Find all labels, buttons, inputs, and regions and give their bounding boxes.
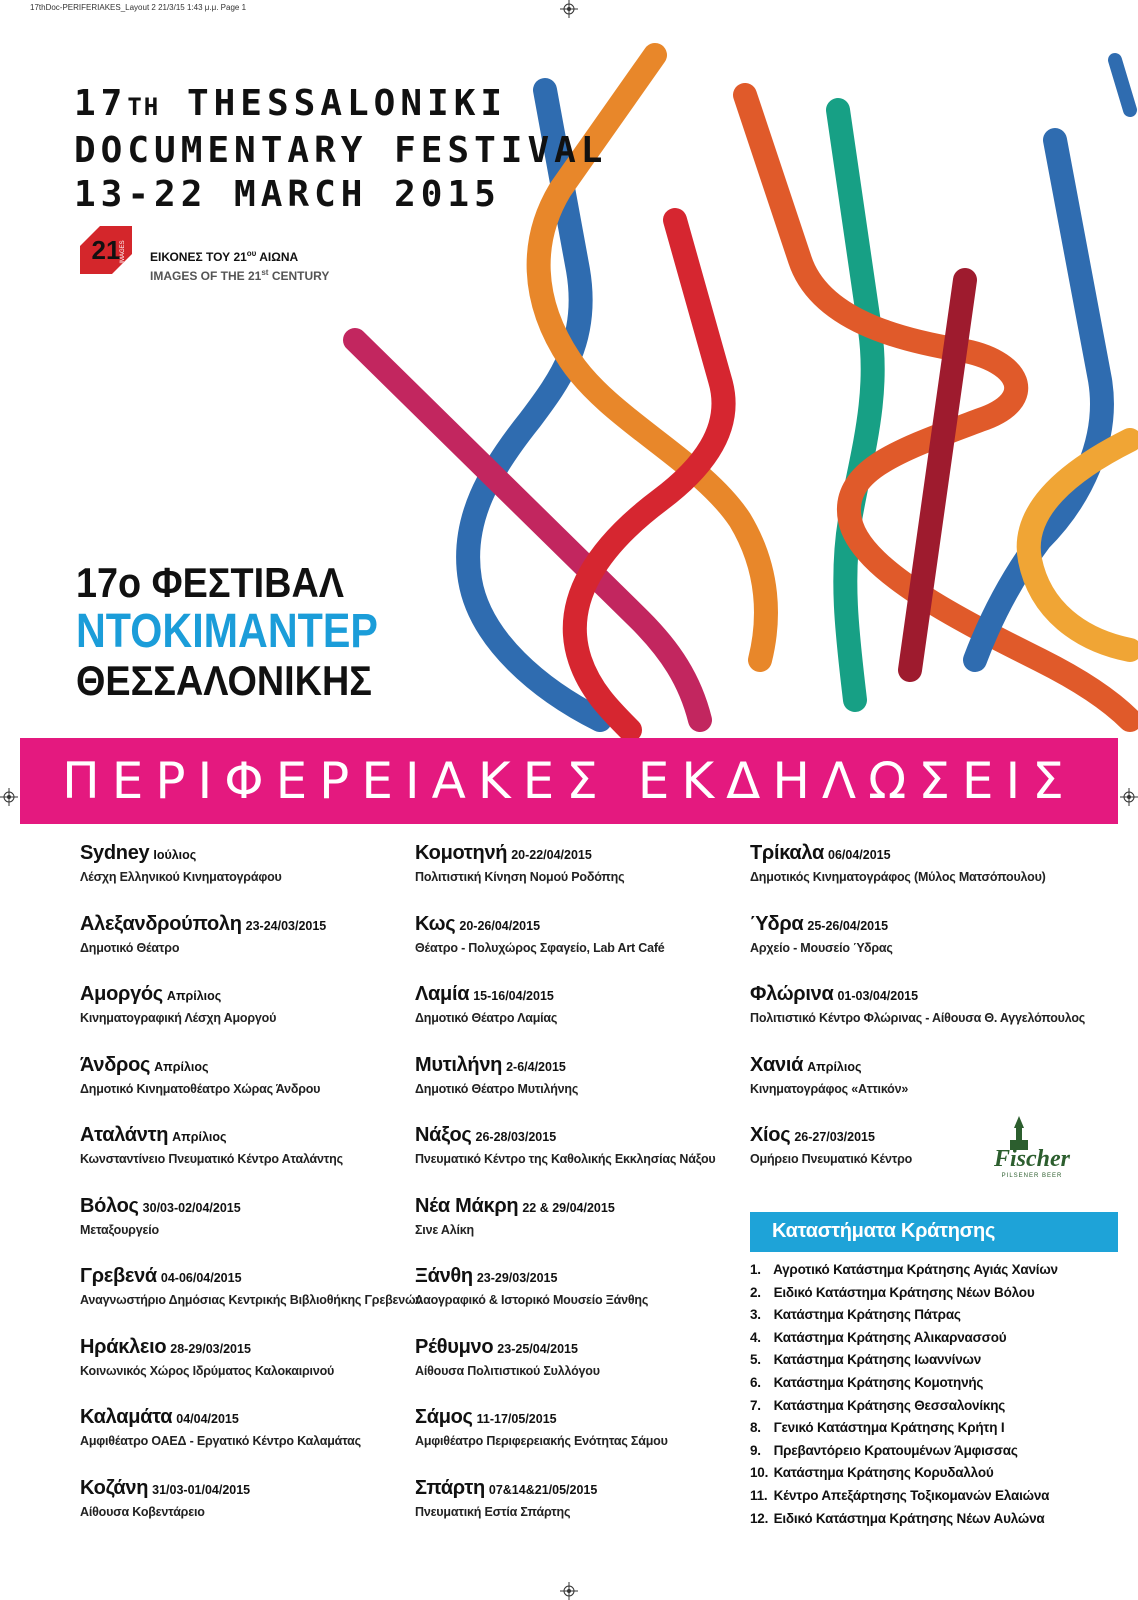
title-gr-line1: 17ο ΦΕΣΤΙΒΑΛ: [76, 559, 344, 606]
event-city: Ξάνθη: [415, 1265, 473, 1287]
event-venue: Αναγνωστήριο Δημόσιας Κεντρικής Βιβλιοθήκης Γρεβενών: [80, 1293, 423, 1307]
list-item-number: 1.: [750, 1262, 761, 1277]
event-date: 25-26/04/2015: [807, 918, 889, 933]
event-city: Γρεβενά: [80, 1265, 157, 1287]
list-item-number: 12.: [750, 1510, 769, 1526]
list-item: [750, 1285, 1058, 1308]
event-item: [415, 1195, 745, 1266]
event-item: [415, 1477, 745, 1548]
event-venue: Σινε Αλίκη: [415, 1222, 474, 1237]
event-venue: Μεταξουργείο: [80, 1222, 159, 1237]
event-city: Ηράκλειο: [80, 1335, 167, 1358]
event-venue: Πολιτιστικό Κέντρο Φλώρινας - Αίθουσα Θ. Αγγελόπουλος: [750, 1011, 1086, 1025]
event-city: Βόλος: [80, 1194, 139, 1217]
list-item-name: Πρεβαντόρειο Κρατουμένων Άμφισσας: [773, 1442, 1018, 1458]
event-venue: Πνευματικό Κέντρο της Καθολικής Εκκλησίας Νάξου: [415, 1152, 716, 1166]
list-item-number: 8.: [750, 1420, 761, 1436]
event-city: Αταλάντη: [80, 1124, 169, 1146]
regional-events-banner: [20, 738, 1118, 824]
event-city: Άνδρος: [80, 1053, 151, 1076]
event-date: 23-29/03/2015: [476, 1271, 558, 1285]
event-venue: Αμφιθέατρο Περιφερειακής Ενότητας Σάμου: [415, 1434, 668, 1448]
sponsor-name: Fischer: [993, 1146, 1071, 1172]
event-item: [415, 1054, 745, 1125]
event-date: 26-28/03/2015: [475, 1130, 557, 1144]
list-item-name: Κατάστημα Κράτησης Ιωαννίνων: [773, 1352, 982, 1368]
event-date: 04/04/2015: [176, 1412, 239, 1426]
list-item: [750, 1420, 1058, 1443]
registration-mark-bottom: [560, 1582, 578, 1600]
event-city: Σάμος: [415, 1406, 473, 1428]
event-item: [415, 983, 745, 1054]
event-item: [415, 1406, 745, 1477]
title-en-city: THESSALONIKI: [186, 83, 508, 124]
event-item: [80, 913, 410, 984]
event-date: 28-29/03/2015: [170, 1341, 251, 1356]
event-item: [80, 842, 410, 913]
logo-text-greek: ΕΙΚΟΝΕΣ ΤΟΥ $21^{o\upsilon}$ ΑΙΩΝΑ: [150, 249, 299, 264]
event-venue: Ομήρειο Πνευματικό Κέντρο: [750, 1152, 913, 1166]
title-en-line1: [74, 82, 607, 129]
print-slug: 17thDoc-PERIFERIAKES_Layout 2 21/3/15 1:43 μ.μ. Page 1: [30, 3, 247, 12]
event-item: [750, 983, 1086, 1054]
event-date: 23-25/04/2015: [497, 1341, 578, 1356]
event-date: Απρίλιος: [154, 1059, 209, 1074]
event-item: [415, 1265, 745, 1336]
event-date: 15-16/04/2015: [473, 989, 554, 1003]
list-item-name: Γενικό Κατάστημα Κράτησης Κρήτη Ι: [773, 1420, 1005, 1436]
event-item: [415, 1124, 745, 1195]
list-item-number: 5.: [750, 1352, 761, 1368]
banner-title: ΠΕΡΙΦΕΡΕΙΑΚΕΣ ΕΚΔΗΛΩΣΕΙΣ: [62, 752, 1076, 810]
list-item-number: 11.: [750, 1487, 768, 1503]
fischer-sponsor-logo: [990, 1116, 1072, 1180]
event-city: Κοζάνη: [80, 1476, 149, 1499]
event-item: [750, 913, 1080, 984]
event-city: Χανιά: [750, 1053, 804, 1076]
event-item: [415, 913, 745, 984]
detention-facilities-list: [750, 1262, 1058, 1533]
event-date: 22 & 29/04/2015: [522, 1200, 615, 1215]
list-item-name: Κατάστημα Κράτησης Πάτρας: [773, 1307, 961, 1323]
festival-title-english: [74, 82, 607, 217]
list-item-name: Κέντρο Απεξάρτησης Τοξικομανών Ελαιώνα: [773, 1487, 1050, 1503]
event-venue: Λαογραφικό & Ιστορικό Μουσείο Ξάνθης: [415, 1293, 649, 1307]
list-item-number: 9.: [750, 1442, 761, 1458]
event-date: 07&14&21/05/2015: [488, 1482, 598, 1497]
festival-title-greek: [76, 560, 427, 704]
event-item: [80, 983, 410, 1054]
event-item: [80, 1336, 410, 1407]
title-gr-line3: ΘΕΣΣΑΛΟΝΙΚΗΣ: [76, 657, 372, 704]
event-venue: Αίθουσα Κοβεντάρειο: [80, 1504, 205, 1519]
title-en-dates: 13-22 MARCH 2015: [74, 174, 501, 215]
list-item-number: 2.: [750, 1284, 761, 1300]
list-item: [750, 1443, 1058, 1466]
event-date: 30/03-02/04/2015: [142, 1200, 241, 1215]
event-city: Ρέθυμνο: [415, 1335, 494, 1358]
event-date: 11-17/05/2015: [476, 1412, 557, 1426]
event-venue: Αρχείο - Μουσείο Ύδρας: [750, 940, 893, 955]
list-item-number: 3.: [750, 1307, 761, 1323]
list-item-name: Κατάστημα Κράτησης Θεσσαλονίκης: [773, 1397, 1006, 1413]
event-venue: Δημοτικό Θέατρο Λαμίας: [415, 1011, 558, 1025]
event-date: 23-24/03/2015: [245, 918, 327, 933]
event-city: Λαμία: [415, 983, 470, 1005]
event-city: Σπάρτη: [415, 1476, 485, 1499]
title-en-line2: DOCUMENTARY FESTIVAL: [74, 130, 608, 171]
event-date: 26-27/03/2015: [794, 1130, 875, 1144]
list-item: [750, 1465, 1058, 1488]
list-item-number: 10.: [750, 1465, 769, 1481]
list-item: [750, 1375, 1058, 1398]
event-date: Απρίλιος: [172, 1130, 227, 1144]
event-venue: Κινηματογράφος «Αττικόν»: [750, 1081, 909, 1096]
logo-text-english: IMAGES OF THE 21st CENTURY: [150, 268, 330, 283]
list-item-name: Κατάστημα Κράτησης Αλικαρνασσού: [773, 1329, 1007, 1345]
event-city: Χίος: [750, 1124, 791, 1146]
images21-logo-icon: [80, 226, 132, 274]
event-city: Αλεξανδρούπολη: [80, 912, 242, 935]
images21-logo-text: [150, 246, 329, 284]
event-venue: Αίθουσα Πολιτιστικού Συλλόγου: [415, 1363, 600, 1378]
events-column-1: [80, 842, 423, 1547]
event-item: [750, 842, 1080, 913]
event-city: Φλώρινα: [750, 983, 834, 1005]
list-item-name: Ειδικό Κατάστημα Κράτησης Νέων Αυλώνα: [773, 1510, 1045, 1526]
list-item-number: 7.: [750, 1397, 761, 1413]
event-item: [415, 1336, 745, 1407]
event-item: [80, 1265, 423, 1336]
event-venue: Κινηματογραφική Λέσχη Αμοργού: [80, 1011, 277, 1025]
list-item: [750, 1330, 1058, 1353]
event-date: 20-22/04/2015: [511, 848, 592, 862]
event-venue: Δημοτικό Κινηματοθέατρο Χώρας Άνδρου: [80, 1081, 321, 1096]
event-date: 04-06/04/2015: [160, 1271, 242, 1285]
event-date: Ιούλιος: [153, 848, 197, 862]
event-venue: Πνευματική Εστία Σπάρτης: [415, 1504, 571, 1519]
event-city: Μυτιλήνη: [415, 1053, 503, 1076]
registration-mark-right: [1120, 788, 1138, 806]
event-venue: Δημοτικό Θέατρο: [80, 940, 180, 955]
list-item: [750, 1307, 1058, 1330]
title-en-ordinal: TH: [127, 93, 161, 121]
list-item: [750, 1488, 1058, 1511]
event-date: 01-03/04/2015: [837, 989, 919, 1003]
event-venue: Αμφιθέατρο ΟΑΕΔ - Εργατικό Κέντρο Καλαμάτας: [80, 1434, 361, 1448]
event-date: 06/04/2015: [828, 848, 891, 862]
list-item: [750, 1398, 1058, 1421]
event-item: [80, 1195, 410, 1266]
event-city: Νάξος: [415, 1124, 472, 1146]
list-item-name: Κατάστημα Κράτησης Κορυδαλλού: [773, 1465, 994, 1481]
list-item: [750, 1262, 1058, 1285]
event-item: [80, 1406, 410, 1477]
event-city: Sydney: [80, 842, 150, 864]
list-item: [750, 1352, 1058, 1375]
event-city: Τρίκαλα: [750, 842, 825, 864]
event-item: [80, 1477, 410, 1548]
church-tower-icon: [1010, 1116, 1028, 1150]
logo-mark-number: 21: [91, 235, 121, 265]
event-date: 20-26/04/2015: [459, 918, 541, 933]
event-item: [80, 1124, 410, 1195]
event-item: [80, 1054, 410, 1125]
event-city: Ύδρα: [750, 912, 804, 935]
event-date: Απρίλιος: [807, 1059, 862, 1074]
event-city: Καλαμάτα: [80, 1406, 173, 1428]
detention-facilities-heading: Καταστήματα Κράτησης: [750, 1212, 1118, 1252]
logo-mark-word: IMAGES: [120, 240, 126, 264]
event-venue: Δημοτικός Κινηματογράφος (Μύλος Ματσόπουλου): [750, 870, 1046, 884]
event-date: Απρίλιος: [166, 989, 222, 1003]
event-city: Αμοργός: [80, 983, 163, 1005]
event-venue: Δημοτικό Θέατρο Μυτιλήνης: [415, 1081, 579, 1096]
registration-mark-left: [0, 788, 18, 806]
event-item: [750, 1054, 1080, 1125]
list-item-name: Ειδικό Κατάστημα Κράτησης Νέων Βόλου: [773, 1284, 1035, 1300]
title-en-number: 17: [74, 83, 128, 124]
events-column-2: [415, 842, 745, 1547]
list-item-number: 6.: [750, 1374, 761, 1390]
list-item: [750, 1511, 1058, 1534]
event-date: 2-6/4/2015: [506, 1059, 566, 1074]
event-city: Νέα Μάκρη: [415, 1194, 519, 1217]
list-item-name: Αγροτικό Κατάστημα Κράτησης Αγιάς Χανίων: [773, 1262, 1058, 1277]
event-venue: Λέσχη Ελληνικού Κινηματογράφου: [80, 870, 282, 884]
event-venue: Κωνσταντίνειο Πνευματικό Κέντρο Αταλάντης: [80, 1152, 343, 1166]
event-city: Κομοτηνή: [415, 842, 508, 864]
event-item: [415, 842, 745, 913]
event-venue: Κοινωνικός Χώρος Ιδρύματος Καλοκαιρινού: [80, 1363, 335, 1378]
event-venue: Θέατρο - Πολυχώρος Σφαγείο, Lab Art Café: [415, 940, 665, 955]
event-date: 31/03-01/04/2015: [152, 1482, 251, 1497]
event-city: Κως: [415, 912, 456, 935]
list-item-name: Κατάστημα Κράτησης Κομοτηνής: [773, 1374, 984, 1390]
list-item-number: 4.: [750, 1329, 761, 1345]
sponsor-tagline: PILSENER BEER: [1001, 1173, 1063, 1179]
event-venue: Πολιτιστική Κίνηση Νομού Ροδόπης: [415, 870, 625, 884]
title-gr-line2: ΝΤΟΚΙΜΑΝΤΕΡ: [76, 605, 378, 658]
